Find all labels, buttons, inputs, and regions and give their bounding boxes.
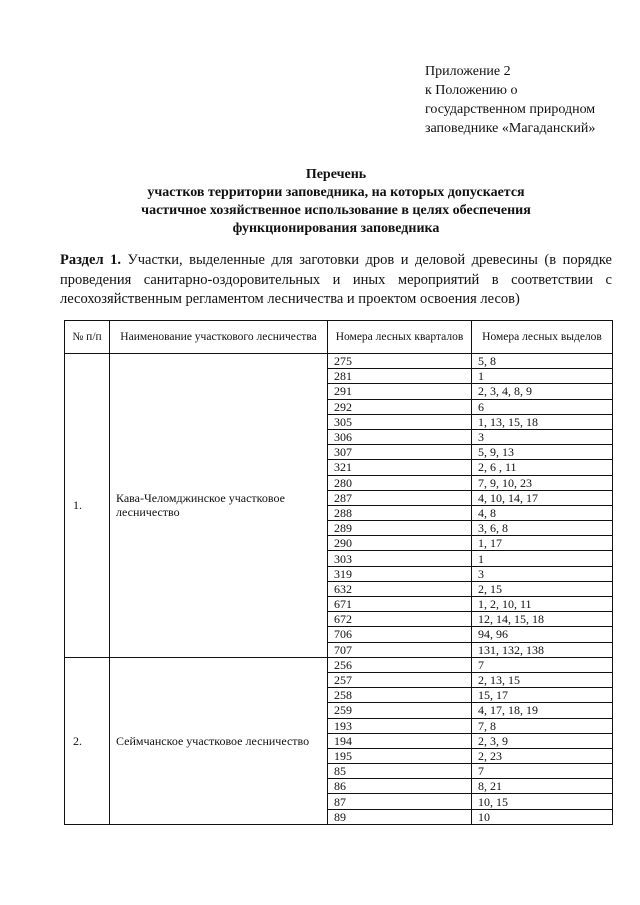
allotment-numbers: 7 <box>472 764 613 779</box>
quarter-number: 87 <box>328 794 472 809</box>
table-row <box>65 354 613 369</box>
quarter-number: 307 <box>328 445 472 460</box>
quarter-number: 256 <box>328 657 472 672</box>
quarter-number: 259 <box>328 703 472 718</box>
allotment-numbers: 10 <box>472 809 613 824</box>
section-label: Раздел 1. <box>60 252 121 268</box>
quarter-number: 275 <box>328 354 472 369</box>
allotment-numbers: 3 <box>472 566 613 581</box>
appendix-line: к Положению о <box>425 83 518 98</box>
group-forestry-name: Кава-Челомджинское участковое лесничество <box>110 354 328 658</box>
section-heading <box>60 251 612 310</box>
allotment-numbers: 7 <box>472 657 613 672</box>
allotment-numbers: 3, 6, 8 <box>472 521 613 536</box>
allotment-numbers: 94, 96 <box>472 627 613 642</box>
allotment-numbers: 1, 2, 10, 11 <box>472 597 613 612</box>
appendix-line: государственном природном <box>425 102 596 117</box>
allotment-numbers: 5, 8 <box>472 354 613 369</box>
quarter-number: 707 <box>328 642 472 657</box>
plots-table <box>64 320 613 825</box>
quarter-number: 319 <box>328 566 472 581</box>
allotment-numbers: 1, 13, 15, 18 <box>472 414 613 429</box>
quarter-number: 287 <box>328 490 472 505</box>
quarter-number: 289 <box>328 521 472 536</box>
quarter-number: 671 <box>328 597 472 612</box>
allotment-numbers: 8, 21 <box>472 779 613 794</box>
title-line: функционирования заповедника <box>232 221 440 236</box>
group-forestry-name: Сеймчанское участковое лесничество <box>110 657 328 824</box>
allotment-numbers: 7, 8 <box>472 718 613 733</box>
section-text: Участки, выделенные для заготовки дров и деловой древесины (в порядке проведения санитарно-оздоровительных и иных мероприятий в соответствии с лесохозяйственным регламентом лесничества и проектом освоения лесов) <box>60 252 612 307</box>
header-index: № п/п <box>65 321 110 354</box>
group-index: 1. <box>65 354 110 658</box>
allotment-numbers: 1 <box>472 369 613 384</box>
table-header-row <box>65 321 613 354</box>
quarter-number: 303 <box>328 551 472 566</box>
allotment-numbers: 6 <box>472 399 613 414</box>
allotment-numbers: 10, 15 <box>472 794 613 809</box>
allotment-numbers: 2, 3, 9 <box>472 733 613 748</box>
quarter-number: 321 <box>328 460 472 475</box>
quarter-number: 86 <box>328 779 472 794</box>
allotment-numbers: 2, 13, 15 <box>472 672 613 687</box>
allotment-numbers: 12, 14, 15, 18 <box>472 612 613 627</box>
quarter-number: 306 <box>328 429 472 444</box>
header-forestry: Наименование участкового лесничества <box>110 321 328 354</box>
document-title <box>60 166 612 238</box>
quarter-number: 288 <box>328 505 472 520</box>
quarter-number: 258 <box>328 688 472 703</box>
appendix-line: Приложение 2 <box>425 64 511 79</box>
appendix-block <box>425 62 595 138</box>
allotment-numbers: 131, 132, 138 <box>472 642 613 657</box>
allotment-numbers: 1, 17 <box>472 536 613 551</box>
quarter-number: 632 <box>328 581 472 596</box>
quarter-number: 257 <box>328 672 472 687</box>
allotment-numbers: 2, 6 , 11 <box>472 460 613 475</box>
quarter-number: 194 <box>328 733 472 748</box>
quarter-number: 291 <box>328 384 472 399</box>
title-line: участков территории заповедника, на которых допускается <box>147 185 525 200</box>
allotment-numbers: 2, 3, 4, 8, 9 <box>472 384 613 399</box>
quarter-number: 89 <box>328 809 472 824</box>
quarter-number: 706 <box>328 627 472 642</box>
quarter-number: 305 <box>328 414 472 429</box>
group-index: 2. <box>65 657 110 824</box>
quarter-number: 290 <box>328 536 472 551</box>
allotment-numbers: 7, 9, 10, 23 <box>472 475 613 490</box>
allotment-numbers: 15, 17 <box>472 688 613 703</box>
quarter-number: 281 <box>328 369 472 384</box>
quarter-number: 193 <box>328 718 472 733</box>
title-line: частичное хозяйственное использование в целях обеспечения <box>141 203 531 218</box>
allotment-numbers: 5, 9, 13 <box>472 445 613 460</box>
quarter-number: 195 <box>328 748 472 763</box>
allotment-numbers: 4, 8 <box>472 505 613 520</box>
table-row <box>65 657 613 672</box>
allotment-numbers: 4, 10, 14, 17 <box>472 490 613 505</box>
allotment-numbers: 4, 17, 18, 19 <box>472 703 613 718</box>
table-body <box>65 354 613 825</box>
quarter-number: 85 <box>328 764 472 779</box>
allotment-numbers: 2, 23 <box>472 748 613 763</box>
header-allotments: Номера лесных выделов <box>472 321 613 354</box>
quarter-number: 280 <box>328 475 472 490</box>
quarter-number: 672 <box>328 612 472 627</box>
appendix-line: заповеднике «Магаданский» <box>425 121 596 136</box>
allotment-numbers: 3 <box>472 429 613 444</box>
title-line: Перечень <box>305 167 367 182</box>
header-quarters: Номера лесных кварталов <box>328 321 472 354</box>
allotment-numbers: 1 <box>472 551 613 566</box>
allotment-numbers: 2, 15 <box>472 581 613 596</box>
quarter-number: 292 <box>328 399 472 414</box>
